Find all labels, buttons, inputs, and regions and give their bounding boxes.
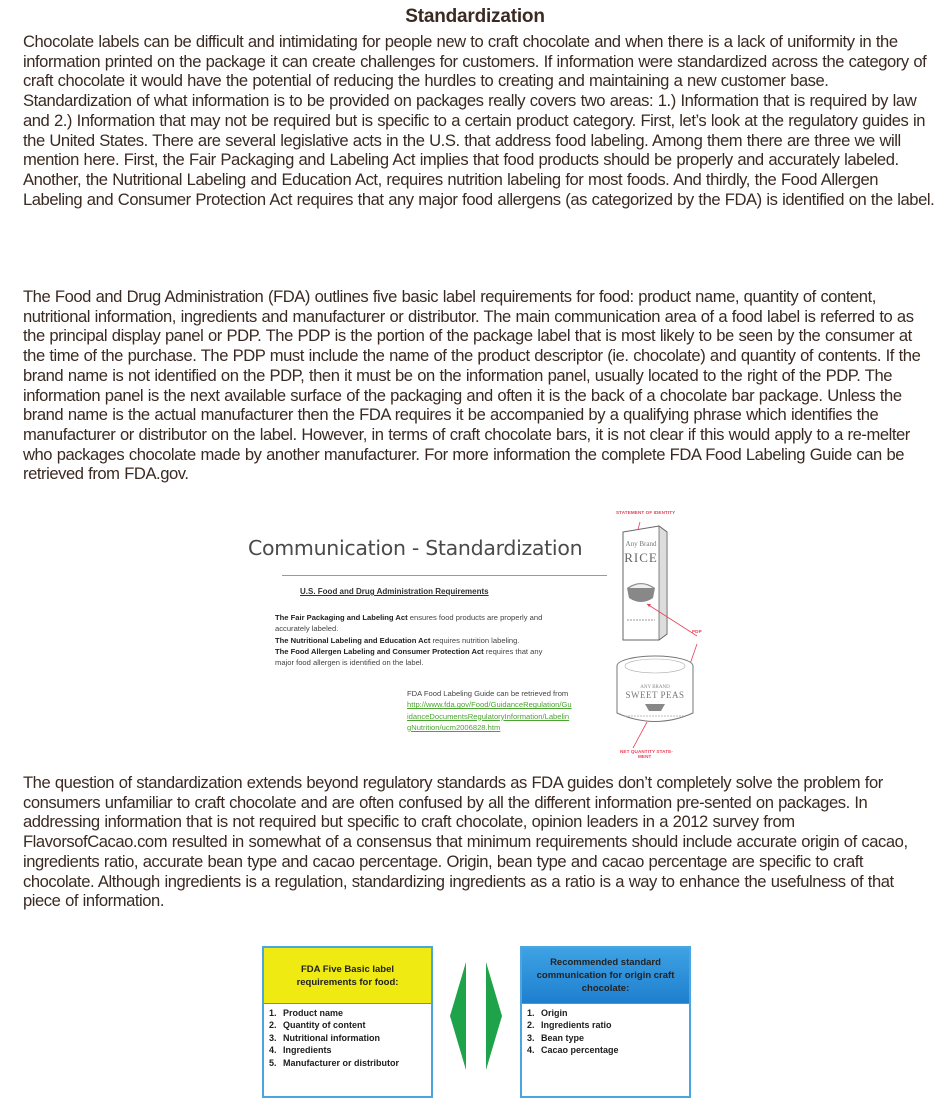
act-text: ensures food products are properly and accurately labeled. xyxy=(275,613,543,634)
slide-subtitle: U.S. Food and Drug Administration Requirements xyxy=(300,587,489,596)
rice-brand: Any Brand xyxy=(625,540,657,548)
list-item-label: Manufacturer or distributor xyxy=(283,1057,400,1068)
list-item xyxy=(269,1007,431,1019)
guide-text: FDA Food Labeling Guide can be retrieved from xyxy=(407,689,569,698)
recommended-communication-header: Recommended standard communication for origin craft chocolate: xyxy=(522,948,689,1004)
list-item-label: Quantity of content xyxy=(283,1020,366,1031)
page-title: Standardization xyxy=(405,6,545,27)
list-item-label: Cacao percentage xyxy=(541,1045,619,1056)
fda-requirements-list xyxy=(264,1004,431,1069)
paragraph-beyond-regulation: The question of standardization extends beyond regulatory standards as FDA guides don’t completely solve the problem for consumers unfamiliar to craft chocolate and are often confused by all the different information pre-sented on packages. In addressing information that is not required but specific to craft chocolate, opinion leaders in a 2012 survey from FlavorsofCacao.com resulted in somewhat of a consensus that minimum requirements should include accurate origin of cacao, ingredients ratio, accurate bean type and cacao percentage. Origin, bean type and cacao percentage are specific to craft chocolate. Although ingredients is a regulation, standardizing ingredients as a ratio is a way to enhance the usefulness of that piece of information. xyxy=(23,773,908,911)
act-name: The Food Allergen Labeling and Consumer Protection Act xyxy=(275,646,484,656)
slide-guide-note xyxy=(407,688,572,733)
recommended-communication-box xyxy=(520,946,691,1098)
fda-requirements-header: FDA Five Basic label requirements for food: xyxy=(264,948,431,1004)
list-item-label: Bean type xyxy=(541,1032,585,1043)
act-item xyxy=(275,612,545,635)
list-item-label: Product name xyxy=(283,1008,344,1018)
list-number: 4. xyxy=(269,1045,277,1056)
net-quantity-line1: NET QUANTITY STATE- xyxy=(620,749,673,754)
paragraph-intro: Chocolate labels can be difficult and intimidating for people new to craft chocolate and when there is a lack of uniformity in the information printed on the package it can create challenges for customers. If information were standardized across the category of craft chocolate it would have the potential of reducing the hurdles to creating and maintaining a new customer base. Standardization of what information is to be provided on packages really covers two areas: 1.) Information that is required by law and 2.) Information that may not be required but is specific to a certain product category. First, let’s look at the regulatory guides in the United States. There are several legislative acts in the U.S. that address food labeling. Among them there are three we will mention here. First, the Fair Packaging and Labeling Act implies that food products should be properly and accurately labeled. Another, the Nutritional Labeling and Education Act, requires nutrition labeling for most foods. And thirdly, the Food Allergen Labeling and Consumer Protection Act requires that any major food allergens (as categorized by the FDA) is identified on the label. xyxy=(23,32,935,209)
list-item xyxy=(269,1019,431,1031)
list-item xyxy=(269,1032,431,1044)
list-number: 1. xyxy=(527,1008,535,1018)
list-item xyxy=(269,1057,431,1069)
slide-figure xyxy=(240,508,720,766)
list-item-label: Origin xyxy=(541,1008,568,1018)
annotation-pdp: PDP xyxy=(692,629,702,634)
list-item-label: Ingredients xyxy=(283,1045,332,1056)
list-item xyxy=(527,1032,689,1044)
slide-divider xyxy=(282,575,607,576)
annotation-net-quantity xyxy=(620,749,673,759)
list-item xyxy=(527,1044,689,1056)
rice-name: RICE xyxy=(624,550,658,565)
peas-name: SWEET PEAS xyxy=(625,690,685,700)
list-number: 5. xyxy=(269,1057,277,1068)
recommended-communication-list xyxy=(522,1004,689,1057)
act-text: requires nutrition labeling. xyxy=(430,635,520,645)
paragraph-fda: The Food and Drug Administration (FDA) outlines five basic label requirements for food: product name, quantity of content, nutritional information, ingredients and manufacturer or distributor. The main communication area of a food label is referred to as the principal display panel or PDP. The PDP is the portion of the package label that is most likely to be seen by the consumer at the time of the purchase. The PDP must include the name of the product descriptor (ie. chocolate) and quantity of contents. If the brand name is not identified on the PDP, then it must be on the information panel, usually located to the right of the PDP. The information panel is the next available surface of the packaging and often it is the back of a chocolate bar package. Unless the brand name is the actual manufacturer then the FDA requires it be accompanied by a qualifying phrase which identifies the manufacturer or distributor on the label. However, in terms of craft chocolate bars, it is not clear if this would apply to a re-melter who packages chocolate made by another manufacturer. For more information the complete FDA Food Labeling Guide can be retrieved from FDA.gov. xyxy=(23,287,921,484)
list-item-label: Ingredients ratio xyxy=(541,1020,612,1031)
act-name: The Fair Packaging and Labeling Act xyxy=(275,613,408,622)
act-text: requires that any major food allergen is identified on the label. xyxy=(275,646,543,668)
slide-title: Communication - Standardization xyxy=(248,536,583,560)
list-item-label: Nutritional information xyxy=(283,1032,380,1043)
act-item xyxy=(275,635,545,646)
list-number: 4. xyxy=(527,1045,535,1056)
fda-guide-link[interactable]: http://www.fda.gov/Food/GuidanceRegulation/GuidanceDocumentsRegulatoryInformation/LabelingNutrition/ucm2006828.htm xyxy=(407,700,572,732)
bidirectional-arrow-icon xyxy=(448,958,504,1074)
peas-brand: ANY BRAND xyxy=(640,685,670,690)
slide-acts-list xyxy=(275,612,545,668)
act-item xyxy=(275,646,545,669)
list-number: 2. xyxy=(527,1020,535,1031)
list-number: 3. xyxy=(269,1032,277,1043)
rice-box-icon xyxy=(595,508,720,766)
list-number: 3. xyxy=(527,1032,535,1043)
list-number: 1. xyxy=(269,1008,277,1018)
net-quantity-line2: MENT xyxy=(638,754,652,759)
list-item xyxy=(527,1007,689,1019)
list-item xyxy=(527,1019,689,1031)
list-item xyxy=(269,1044,431,1056)
annotation-statement-of-identity: STATEMENT OF IDENTITY xyxy=(616,510,676,515)
act-name: The Nutritional Labeling and Education Act xyxy=(275,635,431,645)
fda-requirements-box xyxy=(262,946,433,1098)
list-number: 2. xyxy=(269,1020,277,1031)
